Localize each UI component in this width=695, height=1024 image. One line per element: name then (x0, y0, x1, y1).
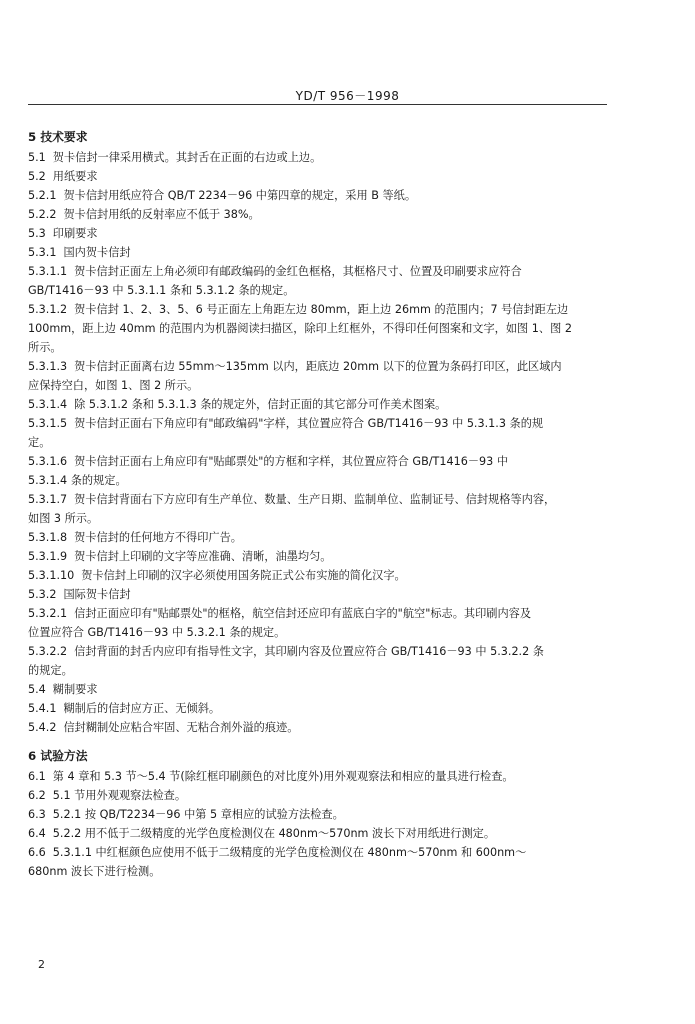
clause-text: 印刷要求 (52, 227, 98, 240)
clause-number: 5.1 (28, 151, 46, 164)
clause-first-line (28, 148, 610, 167)
clause-number: 5.3.1.6 (28, 455, 68, 468)
clause (28, 490, 610, 528)
clause-continuation-line (28, 338, 610, 357)
clause-first-line (28, 786, 610, 805)
clause-text: 贺卡信封的任何地方不得印广告。 (74, 531, 242, 544)
clause-first-line (28, 452, 610, 471)
clause-text: 贺卡信封用纸应符合 QB/T 2234－96 中第四章的规定，采用 B 等纸。 (63, 189, 417, 202)
clause (28, 224, 610, 243)
clause-first-line (28, 699, 610, 718)
clause (28, 357, 610, 395)
clause-continuation-line (28, 471, 610, 490)
clause-text: 5.3.1.1 中红框颜色应使用不低于二级精度的光学色度检测仪在 480nm～570nm 和 600nm～ (52, 846, 527, 859)
clause (28, 604, 610, 642)
clause-text: 定。 (28, 436, 51, 449)
clause (28, 566, 610, 585)
clause-text: 贺卡信封 1、2、3、5、6 号正面左上角距左边 80mm，距上边 26mm 的范围内；7 号信封距左边 (74, 303, 569, 316)
clause-number: 6.2 (28, 789, 46, 802)
clause-first-line (28, 262, 610, 281)
clause-text: 贺卡信封正面右上角应印有"贴邮票处"的方框和字样，其位置应符合 GB/T1416－93 中 (74, 455, 509, 468)
clause-number: 5.2 (28, 170, 46, 183)
clause (28, 767, 610, 786)
section-5-title: 5 技术要求 (28, 130, 88, 144)
clause-text: 第 4 章和 5.3 节～5.4 节(除红框印刷颜色的对比度外)用外观观察法和相应的量具进行检查。 (52, 770, 514, 783)
clause (28, 786, 610, 805)
clause-first-line (28, 566, 610, 585)
clause-text: 5.2.2 用不低于二级精度的光学色度检测仪在 480nm～570nm 波长下对用纸进行测定。 (52, 827, 496, 840)
clause-first-line (28, 547, 610, 566)
clause-text: 贺卡信封上印刷的文字等应准确、清晰，油墨均匀。 (74, 550, 332, 563)
clause-number: 6.4 (28, 827, 46, 840)
clause-first-line (28, 604, 610, 623)
page-number: 2 (38, 958, 45, 971)
clause-number: 5.3.2 (28, 588, 57, 601)
clause-continuation-line (28, 862, 610, 881)
clause (28, 699, 610, 718)
clause-text: 如图 3 所示。 (28, 512, 99, 525)
clause (28, 680, 610, 699)
clause-text: GB/T1416－93 中 5.3.1.1 条和 5.3.1.2 条的规定。 (28, 284, 295, 297)
clause-first-line (28, 490, 610, 509)
header-rule (28, 104, 607, 105)
clause-text: 信封背面的封舌内应印有指导性文字，其印刷内容及位置应符合 GB/T1416－93 中 5.3.2.2 条 (74, 645, 544, 658)
section-6-items (28, 767, 610, 881)
clause-number: 6.6 (28, 846, 46, 859)
clause-continuation-line (28, 281, 610, 300)
clause (28, 843, 610, 881)
document-body (28, 128, 610, 881)
clause-first-line (28, 414, 610, 433)
clause (28, 547, 610, 566)
clause-number: 5.4.1 (28, 702, 57, 715)
clause-number: 6.3 (28, 808, 46, 821)
clause-text: 680nm 波长下进行检测。 (28, 865, 161, 878)
clause-number: 5.3 (28, 227, 46, 240)
clause-continuation-line (28, 661, 610, 680)
clause-number: 5.3.1.1 (28, 265, 68, 278)
clause-number: 5.3.1.10 (28, 569, 75, 582)
clause (28, 452, 610, 490)
clause-first-line (28, 243, 610, 262)
clause-text: 所示。 (28, 341, 62, 354)
clause-continuation-line (28, 376, 610, 395)
clause-first-line (28, 528, 610, 547)
clause-number: 5.3.1.8 (28, 531, 68, 544)
clause (28, 148, 610, 167)
clause-text: 糊制后的信封应方正、无倾斜。 (63, 702, 221, 715)
clause-text: 贺卡信封背面右下方应印有生产单位、数量、生产日期、监制单位、监制证号、信封规格等内容， (74, 493, 556, 506)
clause-text: 贺卡信封正面离右边 55mm～135mm 以内，距底边 20mm 以下的位置为条码打印区，此区域内 (74, 360, 562, 373)
clause (28, 414, 610, 452)
clause (28, 585, 610, 604)
clause-text: 国际贺卡信封 (63, 588, 131, 601)
clause-number: 5.3.1.9 (28, 550, 68, 563)
clause-text: 用纸要求 (52, 170, 98, 183)
clause-first-line (28, 357, 610, 376)
clause-first-line (28, 300, 610, 319)
clause-number: 5.3.1.7 (28, 493, 68, 506)
clause (28, 205, 610, 224)
clause-first-line (28, 167, 610, 186)
clause (28, 243, 610, 262)
clause-first-line (28, 718, 610, 737)
clause-text: 的规定。 (28, 664, 73, 677)
clause-first-line (28, 585, 610, 604)
clause (28, 395, 610, 414)
clause-number: 5.3.1.4 (28, 398, 68, 411)
clause-text: 贺卡信封上印刷的汉字必须使用国务院正式公布实施的简化汉字。 (81, 569, 406, 582)
clause (28, 642, 610, 680)
clause (28, 718, 610, 737)
clause-number: 6.1 (28, 770, 46, 783)
clause-text: 5.1 节用外观观察法检查。 (52, 789, 187, 802)
clause-text: 贺卡信封正面右下角应印有"邮政编码"字样，其位置应符合 GB/T1416－93 中 5.3.1.3 条的规 (74, 417, 544, 430)
clause-first-line (28, 224, 610, 243)
clause-text: 应保持空白，如图 1、图 2 所示。 (28, 379, 199, 392)
clause-text: 贺卡信封正面左上角必须印有邮政编码的金红色框格，其框格尺寸、位置及印刷要求应符合 (74, 265, 522, 278)
clause-first-line (28, 205, 610, 224)
clause-text: 糊制要求 (52, 683, 98, 696)
clause-text: 信封正面应印有"贴邮票处"的框格，航空信封还应印有蓝底白字的"航空"标志。其印刷内容及 (74, 607, 532, 620)
clause-first-line (28, 680, 610, 699)
clause-number: 5.3.1.2 (28, 303, 68, 316)
clause (28, 528, 610, 547)
clause-continuation-line (28, 433, 610, 452)
clause (28, 824, 610, 843)
section-5-items (28, 148, 610, 737)
clause-number: 5.3.1.3 (28, 360, 68, 373)
clause-first-line (28, 767, 610, 786)
clause (28, 262, 610, 300)
clause (28, 300, 610, 357)
clause-number: 5.3.2.1 (28, 607, 68, 620)
clause-text: 位置应符合 GB/T1416－93 中 5.3.2.1 条的规定。 (28, 626, 286, 639)
clause (28, 167, 610, 186)
clause-text: 5.2.1 按 QB/T2234－96 中第 5 章相应的试验方法检查。 (52, 808, 344, 821)
section-6-title: 6 试验方法 (28, 749, 88, 763)
clause-number: 5.3.2.2 (28, 645, 68, 658)
clause-continuation-line (28, 319, 610, 338)
clause-text: 除 5.3.1.2 条和 5.3.1.3 条的规定外，信封正面的其它部分可作美术图案。 (74, 398, 447, 411)
clause-first-line (28, 843, 610, 862)
clause-text: 贺卡信封一律采用横式。其封舌在正面的右边或上边。 (52, 151, 322, 164)
clause (28, 805, 610, 824)
clause-number: 5.3.1 (28, 246, 57, 259)
clause-text: 国内贺卡信封 (63, 246, 131, 259)
clause-first-line (28, 824, 610, 843)
clause-text: 贺卡信封用纸的反射率应不低于 38%。 (63, 208, 260, 221)
clause-number: 5.2.1 (28, 189, 57, 202)
clause-number: 5.4.2 (28, 721, 57, 734)
clause (28, 186, 610, 205)
clause-first-line (28, 395, 610, 414)
clause-first-line (28, 642, 610, 661)
page-header-code: YD/T 956－1998 (295, 89, 400, 103)
clause-number: 5.2.2 (28, 208, 57, 221)
clause-number: 5.4 (28, 683, 46, 696)
clause-text: 信封糊制处应粘合牢固、无粘合剂外溢的痕迹。 (63, 721, 299, 734)
clause-first-line (28, 186, 610, 205)
clause-continuation-line (28, 509, 610, 528)
clause-continuation-line (28, 623, 610, 642)
clause-text: 100mm，距上边 40mm 的范围内为机器阅读扫描区，除印上红框外，不得印任何图案和文字，如图 1、图 2 (28, 322, 572, 335)
clause-text: 5.3.1.4 条的规定。 (28, 474, 127, 487)
clause-first-line (28, 805, 610, 824)
clause-number: 5.3.1.5 (28, 417, 68, 430)
